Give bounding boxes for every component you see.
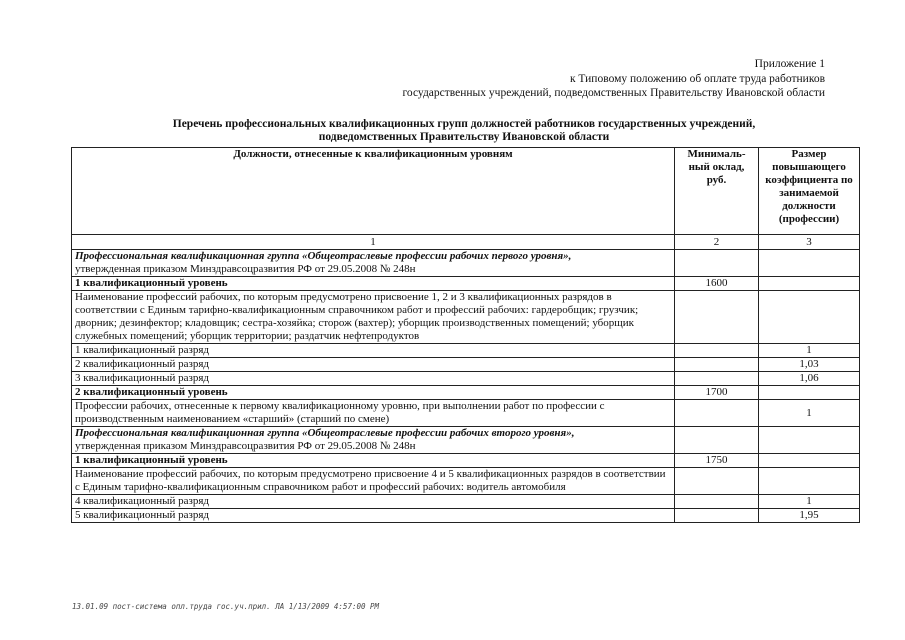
coefficient-value: 1	[759, 495, 860, 509]
coefficient-value: 1,06	[759, 372, 860, 386]
table-row	[72, 509, 860, 523]
qualification-table	[71, 147, 860, 523]
salary-value: 1600	[675, 277, 759, 291]
appendix-line-2: к Типовому положению об оплате труда работников	[569, 72, 825, 85]
table-header-row	[72, 148, 860, 235]
group-name: Профессиональная квалификационная группа «Общеотраслевые профессии рабочих второго уровня»,	[75, 427, 575, 439]
footer-file-info: 13.01.09 пост-система опл.труда гос.уч.прил. ЛА 1/13/2009 4:57:00 PM	[72, 602, 380, 611]
coefficient-value: 1	[759, 344, 860, 358]
group-order: утвержденная приказом Минздравсоцразвития РФ от 29.05.2008 № 248н	[75, 263, 416, 275]
coefficient-value: 1,03	[759, 358, 860, 372]
column-number: 1	[72, 235, 675, 250]
table-row	[72, 277, 860, 291]
appendix-line-3: государственных учреждений, подведомственных Правительству Ивановской области	[402, 87, 825, 99]
group-name: Профессиональная квалификационная группа «Общеотраслевые профессии рабочих первого уровня»,	[75, 250, 572, 262]
column-number-row	[72, 235, 860, 250]
header-coefficient: Размер повышающего коэффициента по занимаемой должности (профессии)	[759, 148, 860, 235]
profession-list: Наименование профессий рабочих, по которым предусмотрено присвоение 4 и 5 квалификационных разрядов в соответствии с Единым тарифно-квалификационным справочником работ и профессий рабочих: водитель автомобиля	[72, 468, 675, 495]
table-row	[72, 400, 860, 427]
title-line-1: Перечень профессиональных квалификационных групп должностей работников государственных учреждений,	[172, 118, 756, 130]
header-positions: Должности, отнесенные к квалификационным уровням	[72, 148, 675, 235]
appendix-header	[403, 57, 826, 101]
table-row	[72, 386, 860, 400]
table-row	[72, 495, 860, 509]
coefficient-value: 1,95	[759, 509, 860, 523]
table-row	[72, 358, 860, 372]
grade-name: 1 квалификационный разряд	[72, 344, 675, 358]
salary-value: 1750	[675, 454, 759, 468]
table-row	[72, 372, 860, 386]
profession-list: Профессии рабочих, отнесенные к первому квалификационному уровню, при выполнении работ по профессии с производственным наименованием «старший» (старший по смене)	[72, 400, 675, 427]
grade-name: 4 квалификационный разряд	[72, 495, 675, 509]
document-title	[72, 118, 856, 144]
coefficient-value: 1	[759, 400, 860, 427]
level-name: 2 квалификационный уровень	[72, 386, 675, 400]
header-min-salary: Минималь-ный оклад, руб.	[675, 148, 759, 235]
level-name: 1 квалификационный уровень	[72, 277, 675, 291]
table-row	[72, 291, 860, 344]
table-row	[72, 454, 860, 468]
salary-value: 1700	[675, 386, 759, 400]
title-line-2: подведомственных Правительству Ивановской области	[318, 131, 610, 143]
grade-name: 2 квалификационный разряд	[72, 358, 675, 372]
table-row	[72, 468, 860, 495]
column-number: 3	[759, 235, 860, 250]
table-row	[72, 344, 860, 358]
table-row	[72, 427, 860, 454]
grade-name: 3 квалификационный разряд	[72, 372, 675, 386]
appendix-line-1: Приложение 1	[754, 58, 825, 70]
grade-name: 5 квалификационный разряд	[72, 509, 675, 523]
group-cell	[72, 427, 675, 454]
column-number: 2	[675, 235, 759, 250]
group-order: утвержденная приказом Минздравсоцразвития РФ от 29.05.2008 № 248н	[75, 440, 416, 452]
level-name: 1 квалификационный уровень	[72, 454, 675, 468]
group-cell	[72, 250, 675, 277]
profession-list: Наименование профессий рабочих, по которым предусмотрено присвоение 1, 2 и 3 квалификационных разрядов в соответствии с Единым тарифно-квалификационным справочником работ и профессий рабочих: гардеробщик; грузчик; дворник; дезинфектор; кладовщик; сестра-хозяйка; сторож (вахтер); уборщик производственных помещений; уборщик служебных помещений; уборщик территории; раздатчик нефтепродуктов	[72, 291, 675, 344]
table-row	[72, 250, 860, 277]
